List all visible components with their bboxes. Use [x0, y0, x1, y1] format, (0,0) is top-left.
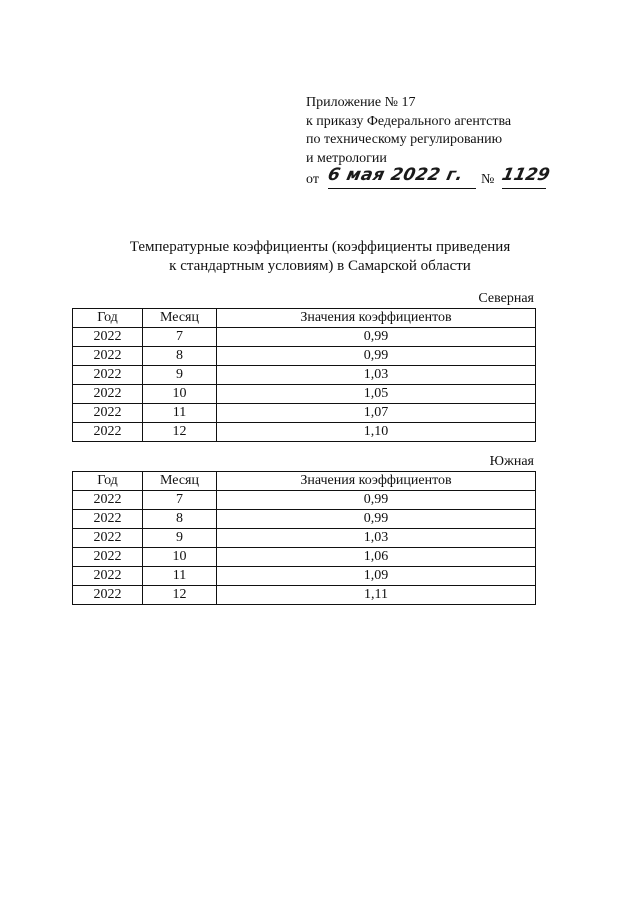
- cell-year: 2022: [73, 491, 143, 510]
- title-line: к стандартным условиям) в Самарской области: [169, 258, 471, 274]
- cell-value: 1,10: [217, 423, 536, 442]
- cell-value: 0,99: [217, 510, 536, 529]
- table-row: [73, 366, 536, 385]
- table-row: [73, 586, 536, 605]
- cell-value: 1,05: [217, 385, 536, 404]
- cell-month: 8: [143, 347, 217, 366]
- cell-value: 1,06: [217, 548, 536, 567]
- cell-month: 7: [143, 328, 217, 347]
- handwritten-number: 1129: [499, 165, 552, 185]
- region-label-north: Северная: [478, 291, 534, 306]
- handwritten-date: 6 мая 2022 г.: [325, 165, 466, 185]
- cell-year: 2022: [73, 347, 143, 366]
- table-row: [73, 328, 536, 347]
- table-row: [73, 491, 536, 510]
- cell-year: 2022: [73, 510, 143, 529]
- cell-month: 7: [143, 491, 217, 510]
- order-date-number-row: [306, 165, 566, 190]
- cell-year: 2022: [73, 548, 143, 567]
- cell-month: 8: [143, 510, 217, 529]
- table-row: [73, 529, 536, 548]
- table-row: [73, 404, 536, 423]
- cell-year: 2022: [73, 567, 143, 586]
- cell-year: 2022: [73, 366, 143, 385]
- column-header-value: Значения коэффициентов: [217, 472, 536, 491]
- cell-year: 2022: [73, 529, 143, 548]
- title-line: Температурные коэффициенты (коэффициенты приведения: [129, 239, 511, 255]
- column-header-year: Год: [73, 472, 143, 491]
- cell-year: 2022: [73, 404, 143, 423]
- number-label: №: [481, 172, 495, 187]
- column-header-month: Месяц: [143, 309, 217, 328]
- annex-line: и метрологии: [306, 150, 387, 166]
- date-underline: [328, 188, 476, 189]
- column-header-value: Значения коэффициентов: [217, 309, 536, 328]
- cell-value: 1,03: [217, 366, 536, 385]
- table-header-row: [73, 472, 536, 491]
- number-underline: [502, 188, 546, 189]
- cell-value: 0,99: [217, 347, 536, 366]
- cell-value: 1,11: [217, 586, 536, 605]
- cell-year: 2022: [73, 586, 143, 605]
- cell-value: 0,99: [217, 491, 536, 510]
- coefficients-table-north: [72, 308, 536, 442]
- document-title: [70, 238, 570, 276]
- column-header-year: Год: [73, 309, 143, 328]
- cell-year: 2022: [73, 328, 143, 347]
- cell-month: 9: [143, 529, 217, 548]
- cell-value: 1,09: [217, 567, 536, 586]
- table-row: [73, 510, 536, 529]
- cell-month: 11: [143, 567, 217, 586]
- cell-value: 1,07: [217, 404, 536, 423]
- cell-year: 2022: [73, 423, 143, 442]
- cell-year: 2022: [73, 385, 143, 404]
- table-row: [73, 347, 536, 366]
- annex-line: к приказу Федерального агентства: [306, 113, 512, 129]
- table-row: [73, 385, 536, 404]
- table-row: [73, 423, 536, 442]
- cell-value: 0,99: [217, 328, 536, 347]
- column-header-month: Месяц: [143, 472, 217, 491]
- cell-value: 1,03: [217, 529, 536, 548]
- cell-month: 10: [143, 548, 217, 567]
- annex-line: Приложение № 17: [306, 95, 416, 110]
- annex-header: [306, 94, 566, 190]
- coefficients-table-south: [72, 471, 536, 605]
- table-header-row: [73, 309, 536, 328]
- annex-line: по техническому регулированию: [306, 132, 503, 147]
- cell-month: 11: [143, 404, 217, 423]
- cell-month: 12: [143, 586, 217, 605]
- cell-month: 10: [143, 385, 217, 404]
- table-row: [73, 567, 536, 586]
- cell-month: 9: [143, 366, 217, 385]
- date-prefix: от: [306, 172, 319, 187]
- table-row: [73, 548, 536, 567]
- region-label-south: Южная: [489, 454, 534, 469]
- cell-month: 12: [143, 423, 217, 442]
